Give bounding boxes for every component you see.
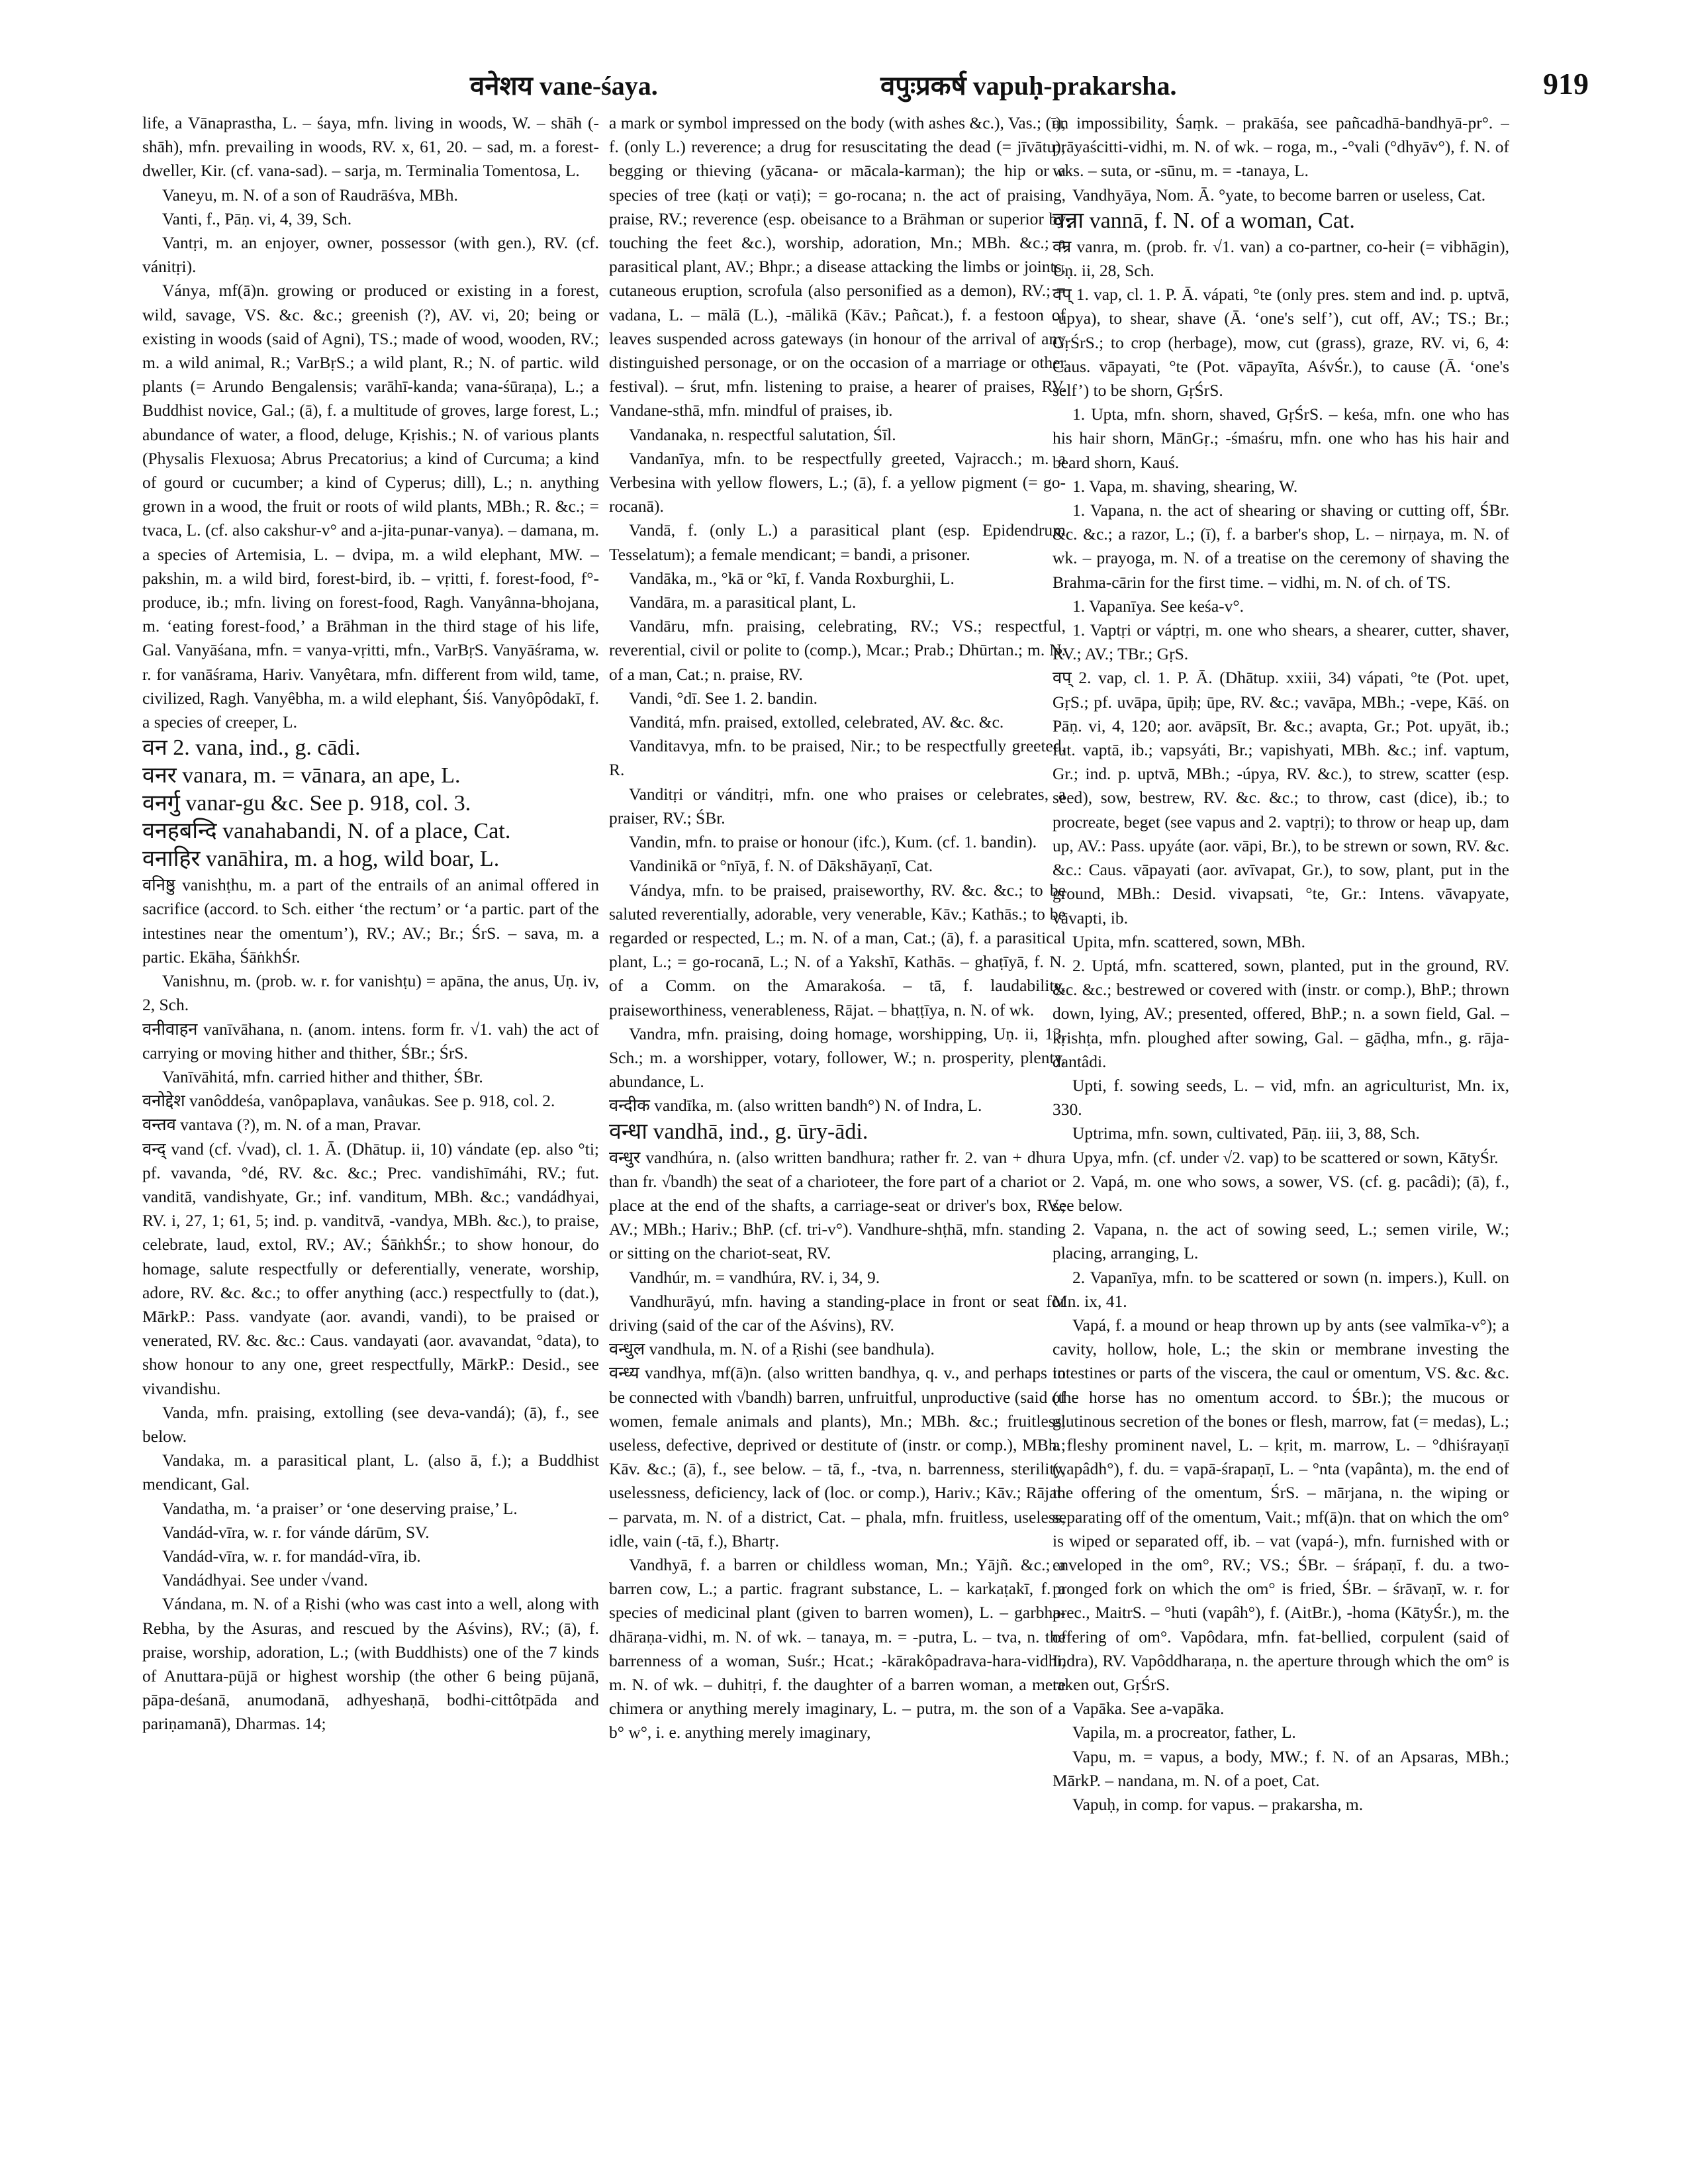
dictionary-entry: वनर्गु vanar-gu &c. See p. 918, col. 3. <box>142 791 471 816</box>
dictionary-entry: 1. Vapanīya. See keśa-v°. <box>1072 596 1244 616</box>
dictionary-entry: Vapāka. See a-vapāka. <box>1072 1699 1225 1719</box>
dictionary-entry: Vanīvāhitá, mfn. carried hither and thither, ŚBr. <box>162 1067 483 1086</box>
dictionary-entry: Vandinikā or °nīyā, f. N. of Dākshāyaṇī, Cat. <box>629 856 933 876</box>
dictionary-entry: Vanditá, mfn. praised, extolled, celebrated, AV. &c. &c. <box>629 712 1004 732</box>
dictionary-entry: Vandhurāyú, mfn. having a standing-place in front or seat for driving (said of the car of the Aśvins), RV. <box>609 1291 1066 1335</box>
dictionary-entry: Ványa, mf(ā)n. growing or produced or existing in a forest, wild, savage, VS. &c. &c.; greenish (?), AV. vi, 20; being or existing in woods (said of Agni), TS.; made of wood, wooden, RV.; m. a wild animal, R.; VarBṛS.; a wild plant, R.; N. of partic. wild plants (= Arundo Bengalensis; varāhī-kanda; vana-śūraṇa), L.; a Buddhist novice, Gal.; (ā), f. a multitude of groves, large forest, L.; abundance of water, a flood, deluge, Kṛishis.; N. of various plants (Physalis Flexuosa; Abrus Precatorius; a kind of Curcuma; a kind of gourd or cucumber; a kind of Cyperus; dill), L.; n. anything grown in a wood, the fruit or roots of wild plants, MBh.; R. &c.; = tvaca, L. (cf. also cakshur-v° and a-jita-punar-vanya). – damana, m. a species of Artemisia, L. – dvipa, m. a wild elephant, MW. – pakshin, m. a wild bird, forest-bird, ib. – vṛitti, f. forest-food, f°-produce, ib.; mfn. living on forest-food, Ragh. Vanyânna-bhojana, m. ‘eating forest-food,’ a Brāhman in the third stage of his life, Gal. Vanyāśana, mfn. = vanya-vṛitti, mfn., VarBṛS. Vanyāśrama, w. r. for vanāśrama, Hariv. Vanyêtara, mfn. different from wild, tame, civilized, Ragh. Vanyêbha, m. a wild elephant, Śiś. Vanyôpôdakī, f. a species of creeper, L. <box>142 281 599 732</box>
dictionary-entry: Upya, mfn. (cf. under √2. vap) to be scattered or sown, KātyŚr. <box>1072 1147 1499 1167</box>
dictionary-entry: Vanditavya, mfn. to be praised, Nir.; to be respectfully greeted, R. <box>609 736 1066 780</box>
dictionary-entry: वनोद्देश vanôddeśa, vanôpaplava, vanâukas. See p. 918, col. 2. <box>142 1091 555 1111</box>
dictionary-entry: Vandā, f. (only L.) a parasitical plant (esp. Epidendrum Tesselatum); a female mendicant; = bandi, a prisoner. <box>609 520 1066 564</box>
dictionary-entry: 1. Upta, mfn. shorn, shaved, GṛŚrS. – keśa, mfn. one who has his hair shorn, MānGṛ.; -śmaśru, mfn. one who has his hair and beard shorn, Kauś. <box>1053 404 1509 472</box>
dictionary-entry: वन्द् vand (cf. √vad), cl. 1. Ā. (Dhātup. ii, 10) vándate (ep. also °ti; pf. vavanda, °dé, RV. &c. &c.; Prec. vandishīmáhi, RV.; fut. vanditā, vandishyate, Gr.; inf. vanditum, MBh. &c.; vandádhyai, RV. i, 27, 1; 61, 5; ind. p. vanditvā, -vandya, MBh. &c.), to praise, celebrate, laud, extol, RV.; AV.; ŚāṅkhŚr.; to show honour, do homage, salute respectfully or deferentially, venerate, worship, adore, RV. &c. &c.; to offer anything (acc.) respectfully to (dat.), MārkP.: Pass. vandyate (aor. avandi, vandi), to be praised or venerated, RV. &c. &c.: Caus. vandayati (aor. avavandat, °data), to show honour to any one, greet respectfully, MārkP.: Desid., see vivandishu. <box>142 1139 599 1398</box>
dictionary-entry: 1. Vaptṛi or váptṛi, m. one who shears, a shearer, cutter, shaver, RV.; AV.; TBr.; GṛS. <box>1053 620 1509 664</box>
dictionary-entry: Upita, mfn. scattered, sown, MBh. <box>1072 931 1305 951</box>
dictionary-entry: Vándya, mfn. to be praised, praiseworthy, RV. &c. &c.; to be saluted reverentially, adorable, very venerable, Kāv.; Kathās.; to be regarded or respected, L.; m. N. of a man, Cat.; (ā), f. a parasitical plant, L.; = go-rocanā, L.; N. of a Yakshī, Kathās. – ghaṭīyā, f. N. of a Comm. on the Amarakośa. – tā, f. laudability, praiseworthiness, venerableness, Rājat. – bhaṭṭīya, n. N. of wk. <box>609 880 1066 1020</box>
dictionary-entry: Vandádhyai. See under √vand. <box>162 1570 368 1590</box>
dictionary-entry: वनिष्ठु vanishṭhu, m. a part of the entrails of an animal offered in sacrifice (accord. to Sch. either ‘the rectum’ or ‘a partic. part of the intestines near the omentum’), RV.; AV.; Br.; ŚrS. – sava, m. a partic. Ekāha, ŚāṅkhŚr. <box>142 875 599 967</box>
dictionary-entry: वप् 2. vap, cl. 1. P. Ā. (Dhātup. xxiii, 34) vápati, °te (Pot. upet, GṛS.; pf. uvāpa, ūpiḥ; ūpe, RV. &c.; vavāpa, MBh.; -vepe, Kāś. on Pāṇ. vi, 4, 120; aor. avāpsīt, Br. &c.; avapta, Gr.; Pot. upyāt, ib.; fut. vaptā, ib.; vapsyáti, Br.; vapishyati, MBh. &c.; inf. vaptum, Gr.; ind. p. uptvā, MBh.; -úpya, RV. &c.), to strew, scatter (esp. seed), sow, bestrew, RV. &c. &c.; to throw, cast (dice), ib.; to procreate, beget (see vapus and 2. vaptṛi); to throw or heap up, dam up, AV.: Pass. upyáte (aor. vāpi, Br.), to be strewn or sown, RV. &c. &c.: Caus. vāpayati (aor. avīvapat, Gr.), to sow, plant, put in the ground, MBh.: Desid. vivapsati, °te, Gr.: Intens. vāvapyate, vāvapti, ib. <box>1053 668 1509 927</box>
dictionary-entry: वन्तव vantava (?), m. N. of a man, Pravar. <box>142 1115 422 1135</box>
dictionary-entry: Vandāka, m., °kā or °kī, f. Vanda Roxburghii, L. <box>629 568 955 588</box>
dictionary-entry: 2. Vapá, m. one who sows, a sower, VS. (cf. g. pacâdi); (ā), f., see below. <box>1053 1171 1509 1215</box>
dictionary-entry: वन्ना vannā, f. N. of a woman, Cat. <box>1053 208 1355 233</box>
dictionary-entry: वन्धा vandhā, ind., g. ūry-ādi. <box>609 1119 868 1144</box>
dictionary-entry: Vándana, m. N. of a Ṛishi (who was cast into a well, along with Rebha, by the Asuras, and rescued by the Aśvins), RV.; (ā), f. praise, worship, adoration, L.; (with Buddhists) one of the 7 kinds of Anuttara-pūjā or highest worship (the other 6 being pūjanā, pāpa-deśanā, anumodanā, adhyeshaṇā, bodhi-cittôtpāda and pariṇamanā), Dharmas. 14; <box>142 1594 599 1734</box>
dictionary-entry: Vapuḥ, in comp. for vapus. – prakarsha, m. <box>1072 1795 1364 1815</box>
dictionary-entry: 2. Vapana, n. the act of sowing seed, L.; semen virile, W.; placing, arranging, L. <box>1053 1219 1509 1263</box>
dictionary-entry: 2. Vapanīya, mfn. to be scattered or sown (n. impers.), Kull. on Mn. ix, 41. <box>1053 1267 1509 1311</box>
dictionary-entry: Vanda, mfn. praising, extolling (see deva-vandá); (ā), f., see below. <box>142 1402 599 1446</box>
dictionary-entry: वन्धुल vandhula, m. N. of a Ṛishi (see bandhula). <box>609 1339 935 1359</box>
dictionary-entry: वप् 1. vap, cl. 1. P. Ā. vápati, °te (only pres. stem and ind. p. uptvā, -upya), to shear, shave (Ā. ‘one's self’), cut off, AV.; TS.; Br.; GṛŚrS.; to crop (herbage), mow, cut (grass), graze, RV. vi, 6, 4: Caus. vāpayati, °te (Pot. vāpayīta, AśvŚr.), to cause (Ā. ‘one's self’) to be shorn, GṛŚrS. <box>1053 285 1509 401</box>
dictionary-entry: Vantṛi, m. an enjoyer, owner, possessor (with gen.), RV. (cf. vánitṛi). <box>142 233 599 277</box>
dictionary-entry: Upti, f. sowing seeds, L. – vid, mfn. an agriculturist, Mn. ix, 330. <box>1053 1075 1509 1119</box>
dictionary-entry: Vandhyā, f. a barren or childless woman, Mn.; Yājñ. &c.; a barren cow, L.; a partic. fragrant substance, L. – karkaṭakī, f. a species of medicinal plant (given to barren women), L. – garbha-dhāraṇa-vidhi, m. N. of wk. – tanaya, m. = -putra, L. – tva, n. the barrenness of a woman, Suśr.; Hcat.; -kārakôpadrava-hara-vidhi, m. N. of wk. – duhitṛi, f. the daughter of a barren woman, a mere chimera or anything merely imaginary, L. – putra, m. the son of a b° w°, i. e. anything merely imaginary, <box>609 1554 1066 1742</box>
dictionary-entry: Vandaka, m. a parasitical plant, L. (also ā, f.); a Buddhist mendicant, Gal. <box>142 1450 599 1494</box>
dictionary-entry: वनहबन्दि vanahabandi, N. of a place, Cat. <box>142 819 511 844</box>
dictionary-entry: Vandanaka, n. respectful salutation, Śīl. <box>629 424 896 444</box>
dictionary-entry: Vandāra, m. a parasitical plant, L. <box>629 593 857 612</box>
dictionary-entry: Vapu, m. = vapus, a body, MW.; f. N. of an Apsaras, MBh.; MārkP. – nandana, m. N. of a poet, Cat. <box>1053 1746 1509 1790</box>
page-number: 919 <box>1543 67 1589 101</box>
column-3 <box>1053 111 1509 2150</box>
dictionary-entry: Vandád-vīra, w. r. for mandád-vīra, ib. <box>162 1546 421 1566</box>
dictionary-entry: वन्धुर vandhúra, n. (also written bandhura; rather fr. 2. van + dhura than fr. √bandh) the seat of a charioteer, the fore part of a chariot or place at the end of the shafts, a carriage-seat or driver's box, RV.; AV.; MBh.; Hariv.; BhP. (cf. tri-v°). Vandhure-shṭhā, mfn. standing or sitting on the chariot-seat, RV. <box>609 1147 1066 1263</box>
dictionary-entry: Vandatha, m. ‘a praiser’ or ‘one deserving praise,’ L. <box>162 1498 518 1518</box>
dictionary-entry: वन्र vanra, m. (prob. fr. √1. van) a co-partner, co-heir (= vibhāgin), Uṇ. ii, 28, Sch. <box>1053 236 1509 281</box>
dictionary-entry: a mark or symbol impressed on the body (with ashes &c.), Vas.; (ī), f. (only L.) reverence; a drug for resuscitating the dead (= jīvātu); begging or thieving (yācana- or mācala-karman); the hip or a species of tree (kaṭi or vaṭi); = go-rocana; n. the act of praising, praise, RV.; reverence (esp. obeisance to a Brāhman or superior by touching the feet &c.), worship, adoration, Mn.; MBh. &c.; a parasitical plant, AV.; Bhpr.; a disease attacking the limbs or joints, cutaneous eruption, scrofula (also personified as a demon), RV.; = vadana, L. – mālā (L.), -mālikā (Kāv.; Pañcat.), f. a festoon of leaves suspended across gateways (in honour of the arrival of any distinguished personage, or on the occasion of a marriage or other festival). – śrut, mfn. listening to praise, a hearer of praises, RV. Vandane-sthā, mfn. mindful of praises, ib. <box>609 113 1066 420</box>
dictionary-entry: वनाहिर vanāhira, m. a hog, wild boar, L. <box>142 847 500 872</box>
dictionary-entry: 1. Vapana, n. the act of shearing or shaving or cutting off, ŚBr. &c. &c.; a razor, L.; (ī), f. a barber's shop, L. – nirṇaya, m. N. of wk. – prayoga, m. N. of a treatise on the ceremony of shaving the Brahma-cārin for the first time. – vidhi, m. N. of ch. of TS. <box>1053 500 1509 592</box>
dictionary-entry: an impossibility, Śaṃk. – prakāśa, see pañcadhā-bandhyā-pr°. – prāyaścitti-vidhi, m. N. of wk. – roga, m., -°vali (°dhyāv°), f. N. of wks. – suta, or -sūnu, m. = -tanaya, L. <box>1053 113 1509 181</box>
dictionary-entry: Vanishnu, m. (prob. w. r. for vanishṭu) = apāna, the anus, Uṇ. iv, 2, Sch. <box>142 971 599 1015</box>
dictionary-entry: Vandra, mfn. praising, doing homage, worshipping, Uṇ. ii, 13, Sch.; m. a worshipper, votary, follower, W.; n. prosperity, plenty, abundance, L. <box>609 1023 1066 1092</box>
dictionary-entry: वन्ध्य vandhya, mf(ā)n. (also written bandhya, q. v., and perhaps to be connected with √bandh) barren, unfruitful, unproductive (said of women, female animals and plants), Mn.; MBh. &c.; fruitless, useless, defective, deprived or destitute of (instr. or comp.), MBh.; Kāv. &c.; (ā), f., see below. – tā, f., -tva, n. barrenness, sterility, uselessness, deficiency, lack of (loc. or comp.), Hariv.; Kāv.; Rājat. – parvata, m. N. of a district, Cat. – phala, mfn. fruitless, useless, idle, vain (-tā, f.), Bhartṛ. <box>609 1363 1066 1550</box>
dictionary-entry: Vandin, mfn. to praise or honour (ifc.), Kum. (cf. 1. bandin). <box>629 832 1037 852</box>
dictionary-entry: वन्दीक vandīka, m. (also written bandh°) N. of Indra, L. <box>609 1096 982 1116</box>
dictionary-entry: 1. Vapa, m. shaving, shearing, W. <box>1072 476 1298 496</box>
right-running-headword: वपुःप्रकर्ष vapuḥ-prakarsha. <box>880 71 1177 101</box>
dictionary-entry: Vandhyāya, Nom. Ā. °yate, to become barren or useless, Cat. <box>1072 185 1486 205</box>
dictionary-entry: Uptrima, mfn. sown, cultivated, Pāṇ. iii, 3, 88, Sch. <box>1072 1123 1420 1143</box>
dictionary-entry: वनर vanara, m. = vānara, an ape, L. <box>142 763 461 788</box>
column-2 <box>609 111 1066 2150</box>
dictionary-entry: 2. Uptá, mfn. scattered, sown, planted, put in the ground, RV. &c. &c.; bestrewed or covered with (instr. or comp.), BhP.; thrown down, lying, AV.; presented, offered, BhP.; n. a sown field, Gal. – kṛishṭa, mfn. ploughed after sowing, Gal. – gāḍha, mfn., g. rāja-dantâdi. <box>1053 955 1509 1071</box>
dictionary-entry: Vandanīya, mfn. to be respectfully greeted, Vajracch.; m. a Verbesina with yellow flowers, L.; (ā), f. a yellow pigment (= go-rocanā). <box>609 448 1066 516</box>
dictionary-entry: Vanditṛi or vánditṛi, mfn. one who praises or celebrates, a praiser, RV.; ŚBr. <box>609 784 1066 828</box>
dictionary-entry: Vandád-vīra, w. r. for vánde dárūm, SV. <box>162 1522 430 1542</box>
dictionary-entry: Vandi, °dī. See 1. 2. bandin. <box>629 688 818 708</box>
dictionary-entry: Vandhúr, m. = vandhúra, RV. i, 34, 9. <box>629 1267 880 1287</box>
dictionary-entry: Vandāru, mfn. praising, celebrating, RV.; VS.; respectful, reverential, civil or polite to (comp.), Mcar.; Prab.; Dhūrtan.; m. N. of a man, Cat.; n. praise, RV. <box>609 616 1066 684</box>
dictionary-entry: वन 2. vana, ind., g. cādi. <box>142 736 361 761</box>
dictionary-entry: वनीवाहन vanīvāhana, n. (anom. intens. form fr. √1. vah) the act of carrying or moving hither and thither, ŚBr.; ŚrS. <box>142 1019 599 1063</box>
left-running-headword: वनेशय vane-śaya. <box>470 71 658 101</box>
dictionary-entry: Vapá, f. a mound or heap thrown up by ants (see valmīka-v°); a cavity, hollow, hole, L.; the skin or membrane investing the intestines or parts of the viscera, the caul or omentum, VS. &c. &c. (the horse has no omentum accord. to ŚBr.); the mucous or glutinous secretion of the bones or flesh, marrow, fat (= medas), L.; a fleshy prominent navel, L. – kṛit, m. marrow, L. – °dhiśrayaṇī (vapâdh°), f. du. = vapā-śrapaṇī, L. – °nta (vapânta), m. the end of the offering of the omentum, ŚrS. – mārjana, n. the wiping or separating off of the omentum, Vait.; mf(ā)n. that on which the om° is wiped or separated off, ib. – vat (vapá-), mfn. furnished with or enveloped in the om°, RV.; VS.; ŚBr. – śrápaṇī, f. du. a two-pronged fork on which the om° is fried, ŚBr. – śrāvaṇī, w. r. for prec., MaitrS. – °huti (vapâh°), f. (AitBr.), -homa (KātyŚr.), m. the offering of om°. Vapôdara, mfn. fat-bellied, corpulent (said of Indra), RV. Vapôddharaṇa, n. the aperture through which the om° is taken out, GṛŚrS. <box>1053 1315 1509 1694</box>
column-1 <box>142 111 599 2150</box>
dictionary-entry: Vanti, f., Pāṇ. vi, 4, 39, Sch. <box>162 209 352 228</box>
dictionary-entry: Vaneyu, m. N. of a son of Raudrāśva, MBh. <box>162 185 458 205</box>
dictionary-entry: Vapila, m. a procreator, father, L. <box>1072 1723 1296 1742</box>
dictionary-entry: life, a Vānaprastha, L. – śaya, mfn. living in woods, W. – shāh (-shāh), mfn. prevailing in woods, RV. x, 61, 20. – sad, m. a forest-dweller, Kir. (cf. vana-sad). – sarja, m. Terminalia Tomentosa, L. <box>142 113 599 181</box>
